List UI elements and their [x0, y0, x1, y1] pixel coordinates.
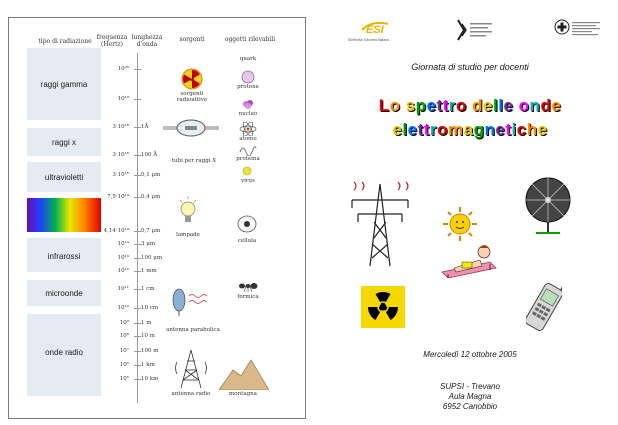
- title-letter: h: [526, 120, 538, 139]
- freq-label: 10¹⁹: [117, 96, 129, 102]
- freq-label: 3·10¹⁸: [112, 124, 129, 130]
- freq-label: 10⁷: [119, 348, 129, 354]
- spectrum-table-page: [8, 17, 306, 419]
- title-letter: a: [463, 120, 474, 139]
- title-letter: t: [436, 96, 443, 115]
- freq-label: 3·10¹⁶: [112, 152, 129, 158]
- event-venue: [400, 382, 540, 412]
- source-label: antenna parabolica: [166, 327, 220, 333]
- title-letter: p: [415, 96, 427, 115]
- satellite-dish-icon: [522, 176, 574, 236]
- ant-icon: [237, 280, 259, 292]
- band-label-microwave: microonde: [45, 289, 83, 298]
- object-label: virus: [241, 178, 255, 184]
- freq-label: 10⁸: [119, 333, 129, 339]
- title-letter: o: [456, 96, 467, 115]
- source-label: sorgenti radioattive: [176, 91, 208, 103]
- atom-icon: [239, 122, 257, 136]
- band-label-gamma: raggi gamma: [40, 80, 88, 89]
- title-letter: r: [448, 96, 456, 115]
- radio-tower-icon: [173, 348, 209, 390]
- title-letter: L: [378, 96, 390, 115]
- freq-label: 10¹⁴: [117, 241, 129, 247]
- wavelength-label: 1 km: [141, 362, 155, 368]
- title-letter: t: [442, 96, 449, 115]
- title-letter: e: [426, 96, 437, 115]
- wavelength-label: 0,4 μm: [141, 194, 161, 200]
- radiation-hazard-icon: [361, 286, 405, 328]
- object-label: cellula: [237, 238, 257, 244]
- title-letter: d: [540, 96, 552, 115]
- object-label: nucleo: [238, 111, 258, 117]
- header-objects: oggetti rilevabili: [224, 36, 276, 43]
- freq-label: 10¹³: [117, 255, 129, 261]
- main-title-line-1: [330, 96, 610, 116]
- svg-text:ESI: ESI: [366, 24, 384, 36]
- wavelength-label: 1 mm: [141, 268, 157, 274]
- freq-label: 10⁶: [119, 362, 129, 368]
- title-letter: o: [518, 96, 530, 115]
- title-letter: t: [423, 120, 430, 139]
- wavelength-label: 10 cm: [141, 305, 159, 311]
- wavelength-label: 3 μm: [141, 241, 156, 247]
- header-wavelength: lunghezza d'onda: [131, 34, 163, 48]
- sunbather-icon: [440, 238, 498, 278]
- venue-line: SUPSI - Trevano: [440, 382, 500, 391]
- title-letter: i: [511, 120, 517, 139]
- wavelength-label: 10 m: [141, 333, 155, 339]
- source-label: montagna: [229, 391, 257, 397]
- title-letter: t: [505, 120, 512, 139]
- cell-icon: [237, 214, 257, 234]
- wavelength-label: 100 μm: [141, 255, 163, 261]
- virus-icon: [242, 166, 252, 176]
- object-label: quark: [239, 56, 257, 62]
- title-letter: e: [483, 96, 493, 115]
- wavelength-label: 1 m: [141, 320, 152, 326]
- title-letter: l: [492, 96, 499, 115]
- header-type: tipo di radiazione: [38, 38, 92, 45]
- sun-icon: [442, 206, 478, 242]
- xray-tube-icon: [161, 118, 221, 138]
- wavelength-label: 0,1 μm: [141, 172, 161, 178]
- freq-label: 10⁵: [119, 376, 129, 382]
- title-letter: l: [498, 96, 504, 115]
- federal-office-logo-icon: [456, 18, 496, 44]
- title-letter: m: [447, 120, 464, 139]
- freq-label: 10¹¹: [117, 286, 129, 292]
- wavelength-label: 0,7 μm: [141, 228, 161, 234]
- object-label: atomo: [239, 136, 257, 142]
- proton-icon: [241, 70, 255, 84]
- event-date: Mercoledì 12 ottobre 2005: [423, 350, 517, 359]
- title-letter: e: [537, 120, 548, 139]
- title-letter: n: [484, 120, 496, 139]
- band-label-xray: raggi x: [51, 138, 76, 147]
- venue-line: Aula Magna: [448, 392, 492, 401]
- band-label-infrared: infrarossi: [47, 252, 81, 261]
- title-letter: e: [392, 120, 403, 139]
- mountain-icon: [219, 356, 269, 390]
- header-frequency: frequenza (Hertz): [96, 34, 128, 48]
- visible-spectrum-band: [27, 198, 101, 232]
- title-letter: r: [429, 120, 438, 139]
- freq-label: 4,14·10¹⁴: [103, 228, 129, 234]
- mobile-phone-icon: [526, 280, 562, 334]
- freq-label: 10⁹: [119, 320, 129, 326]
- title-letter: t: [417, 120, 424, 139]
- venue-line: 6952 Canobbio: [442, 402, 498, 411]
- wavelength-label: 100 m: [141, 348, 159, 354]
- title-letter: e: [495, 120, 506, 139]
- protein-icon: [239, 144, 257, 156]
- band-label-radio: onde radio: [45, 348, 83, 357]
- title-letter: n: [529, 96, 541, 115]
- freq-label: 10¹²: [117, 268, 129, 274]
- freq-label: 3·10¹⁵: [112, 172, 129, 178]
- freq-label: 7,5·10¹⁴: [107, 194, 129, 200]
- title-letter: d: [472, 96, 484, 115]
- swiss-cross-logo-icon: [554, 18, 604, 44]
- source-label: antenna radio: [171, 391, 211, 397]
- wavelength-label: 100 Å: [141, 152, 158, 158]
- title-letter: e: [551, 96, 562, 115]
- esi-logo-icon: [360, 18, 390, 38]
- wavelength-label: 1 cm: [141, 286, 155, 292]
- title-letter: c: [516, 120, 527, 139]
- title-letter: o: [389, 96, 401, 115]
- title-letter: e: [407, 120, 418, 139]
- freq-label: 10²⁰: [117, 66, 129, 72]
- dish-antenna-icon: [169, 286, 219, 316]
- object-label: proteina: [236, 156, 260, 162]
- power-pylon-icon: [348, 178, 412, 268]
- wavelength-label: 10 km: [141, 376, 159, 382]
- object-label: protone: [237, 84, 259, 90]
- source-label: tubi per raggi X: [171, 158, 217, 164]
- title-letter: l: [402, 120, 408, 139]
- header-sources: sorgenti: [179, 36, 205, 43]
- source-label: lampade: [176, 232, 200, 238]
- title-letter: o: [437, 120, 448, 139]
- lamp-icon: [179, 196, 197, 226]
- radiation-icon: [181, 68, 203, 90]
- title-letter: g: [473, 120, 485, 139]
- band-label-uv: ultravioletti: [44, 173, 84, 182]
- main-title-line-2: [330, 120, 610, 140]
- title-letter: e: [503, 96, 514, 115]
- freq-label: 10¹⁰: [117, 305, 129, 311]
- wavelength-label: 1Å: [141, 124, 149, 130]
- esi-logo-text: Elettricità Svizzera Italiana: [348, 38, 390, 42]
- event-subtitle: Giornata di studio per docenti: [411, 62, 529, 72]
- object-label: formica: [237, 294, 259, 300]
- title-letter: s: [405, 96, 416, 115]
- nucleus-icon: [241, 98, 255, 110]
